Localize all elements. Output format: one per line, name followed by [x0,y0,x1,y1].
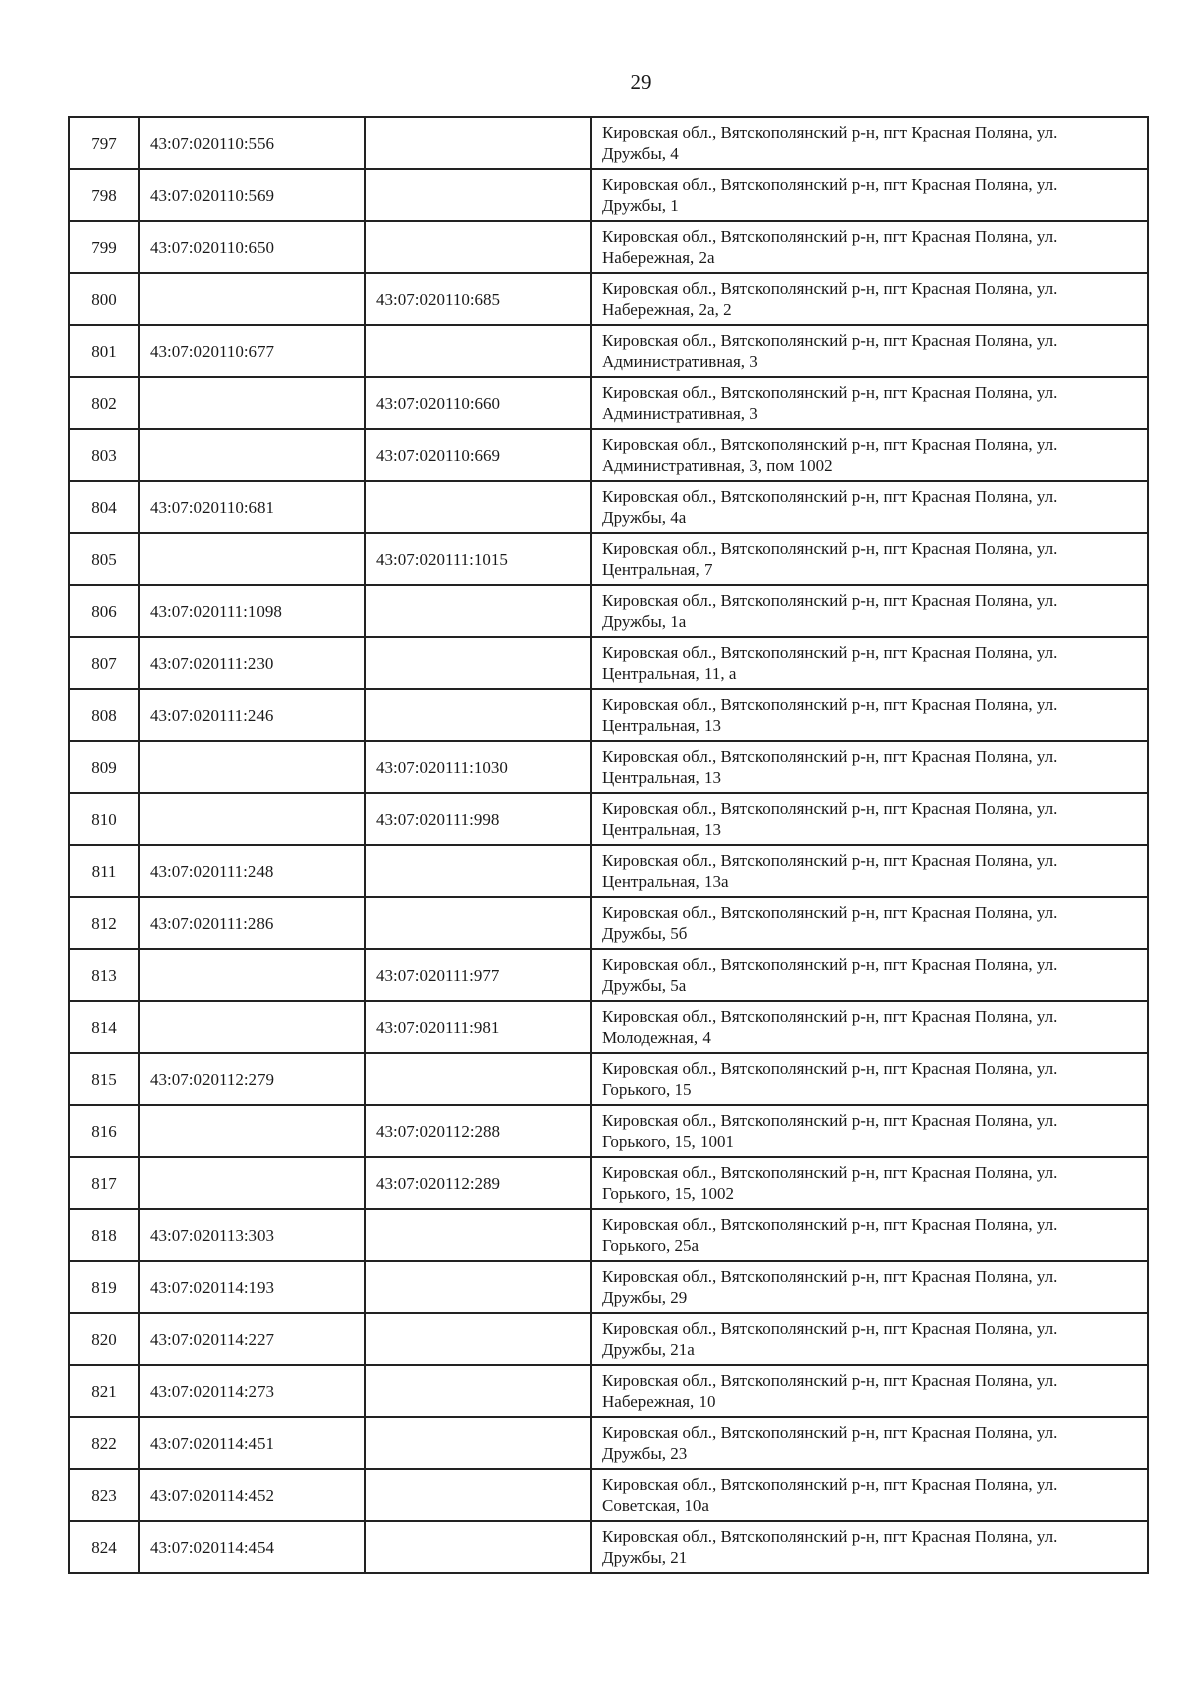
linked-cadastral-number-cell: 43:07:020112:289 [365,1157,591,1209]
address-line-2: Центральная, 13а [602,872,729,891]
table-row [69,1105,1148,1157]
cadastral-number-cell [139,377,365,429]
cadastral-number-cell: 43:07:020110:681 [139,481,365,533]
linked-cadastral-number-cell: 43:07:020111:977 [365,949,591,1001]
table-row [69,1001,1148,1053]
address-cell [591,897,1148,949]
row-number-cell: 807 [69,637,139,689]
linked-cadastral-number-cell [365,689,591,741]
row-number-cell: 822 [69,1417,139,1469]
address-line-1: Кировская обл., Вятскополянский р-н, пгт Красная Поляна, ул. [602,487,1058,506]
address-cell [591,1209,1148,1261]
address-line-1: Кировская обл., Вятскополянский р-н, пгт Красная Поляна, ул. [602,1423,1058,1442]
address-cell [591,845,1148,897]
table-row [69,1417,1148,1469]
row-number-cell: 800 [69,273,139,325]
address-line-2: Горького, 25а [602,1236,700,1255]
address-cell [591,1521,1148,1573]
table-row [69,1261,1148,1313]
address-line-2: Дружбы, 5а [602,976,687,995]
address-cell [591,585,1148,637]
address-line-1: Кировская обл., Вятскополянский р-н, пгт Красная Поляна, ул. [602,435,1058,454]
address-line-1: Кировская обл., Вятскополянский р-н, пгт Красная Поляна, ул. [602,1007,1058,1026]
address-line-1: Кировская обл., Вятскополянский р-н, пгт Красная Поляна, ул. [602,799,1058,818]
table-row [69,897,1148,949]
row-number-cell: 808 [69,689,139,741]
row-number-cell: 797 [69,117,139,169]
address-line-2: Молодежная, 4 [602,1028,711,1047]
registry-table-body [69,117,1148,1573]
address-line-1: Кировская обл., Вятскополянский р-н, пгт Красная Поляна, ул. [602,1111,1058,1130]
cadastral-number-cell [139,793,365,845]
linked-cadastral-number-cell [365,1521,591,1573]
table-row [69,1521,1148,1573]
table-row [69,1157,1148,1209]
linked-cadastral-number-cell: 43:07:020111:981 [365,1001,591,1053]
row-number-cell: 816 [69,1105,139,1157]
cadastral-number-cell: 43:07:020114:454 [139,1521,365,1573]
row-number-cell: 810 [69,793,139,845]
address-line-1: Кировская обл., Вятскополянский р-н, пгт Красная Поляна, ул. [602,1371,1058,1390]
row-number-cell: 813 [69,949,139,1001]
row-number-cell: 820 [69,1313,139,1365]
linked-cadastral-number-cell [365,325,591,377]
address-line-2: Центральная, 13 [602,820,721,839]
table-row [69,533,1148,585]
address-line-2: Центральная, 13 [602,768,721,787]
linked-cadastral-number-cell: 43:07:020110:669 [365,429,591,481]
cadastral-number-cell: 43:07:020114:273 [139,1365,365,1417]
address-cell [591,1105,1148,1157]
address-line-2: Центральная, 7 [602,560,713,579]
row-number-cell: 817 [69,1157,139,1209]
row-number-cell: 819 [69,1261,139,1313]
table-row [69,741,1148,793]
address-line-2: Горького, 15, 1002 [602,1184,735,1203]
cadastral-number-cell: 43:07:020110:556 [139,117,365,169]
address-line-1: Кировская обл., Вятскополянский р-н, пгт Красная Поляна, ул. [602,123,1058,142]
address-cell [591,1157,1148,1209]
row-number-cell: 818 [69,1209,139,1261]
registry-table [68,116,1149,1574]
linked-cadastral-number-cell: 43:07:020110:660 [365,377,591,429]
row-number-cell: 801 [69,325,139,377]
cadastral-number-cell: 43:07:020111:1098 [139,585,365,637]
address-line-2: Набережная, 10 [602,1392,716,1411]
address-cell [591,1469,1148,1521]
table-row [69,1469,1148,1521]
cadastral-number-cell: 43:07:020110:677 [139,325,365,377]
address-line-1: Кировская обл., Вятскополянский р-н, пгт Красная Поляна, ул. [602,591,1058,610]
linked-cadastral-number-cell [365,1365,591,1417]
linked-cadastral-number-cell [365,221,591,273]
address-line-2: Административная, 3 [602,352,758,371]
table-row [69,325,1148,377]
cadastral-number-cell [139,533,365,585]
address-cell [591,533,1148,585]
address-line-1: Кировская обл., Вятскополянский р-н, пгт Красная Поляна, ул. [602,955,1058,974]
address-line-1: Кировская обл., Вятскополянский р-н, пгт Красная Поляна, ул. [602,1215,1058,1234]
cadastral-number-cell: 43:07:020111:246 [139,689,365,741]
table-row [69,273,1148,325]
address-line-1: Кировская обл., Вятскополянский р-н, пгт Красная Поляна, ул. [602,1059,1058,1078]
address-cell [591,689,1148,741]
address-line-2: Административная, 3, пом 1002 [602,456,833,475]
table-row [69,377,1148,429]
address-cell [591,793,1148,845]
cadastral-number-cell [139,429,365,481]
address-cell [591,949,1148,1001]
address-line-2: Набережная, 2а, 2 [602,300,732,319]
table-row [69,949,1148,1001]
address-line-2: Советская, 10а [602,1496,709,1515]
cadastral-number-cell [139,1157,365,1209]
cadastral-number-cell: 43:07:020110:569 [139,169,365,221]
page-number: 29 [630,70,652,94]
cadastral-number-cell: 43:07:020111:286 [139,897,365,949]
address-line-1: Кировская обл., Вятскополянский р-н, пгт Красная Поляна, ул. [602,331,1058,350]
address-line-1: Кировская обл., Вятскополянский р-н, пгт Красная Поляна, ул. [602,175,1058,194]
row-number-cell: 798 [69,169,139,221]
address-cell [591,273,1148,325]
table-row [69,689,1148,741]
linked-cadastral-number-cell [365,637,591,689]
linked-cadastral-number-cell: 43:07:020111:1015 [365,533,591,585]
linked-cadastral-number-cell [365,897,591,949]
address-line-2: Горького, 15 [602,1080,692,1099]
row-number-cell: 804 [69,481,139,533]
cadastral-number-cell: 43:07:020110:650 [139,221,365,273]
row-number-cell: 812 [69,897,139,949]
address-line-1: Кировская обл., Вятскополянский р-н, пгт Красная Поляна, ул. [602,903,1058,922]
address-line-2: Центральная, 13 [602,716,721,735]
address-line-1: Кировская обл., Вятскополянский р-н, пгт Красная Поляна, ул. [602,539,1058,558]
linked-cadastral-number-cell [365,1209,591,1261]
linked-cadastral-number-cell [365,169,591,221]
address-line-2: Горького, 15, 1001 [602,1132,735,1151]
address-line-2: Центральная, 11, а [602,664,737,683]
linked-cadastral-number-cell [365,1313,591,1365]
address-line-2: Набережная, 2а [602,248,715,267]
address-line-1: Кировская обл., Вятскополянский р-н, пгт Красная Поляна, ул. [602,227,1058,246]
linked-cadastral-number-cell [365,481,591,533]
table-row [69,169,1148,221]
address-line-1: Кировская обл., Вятскополянский р-н, пгт Красная Поляна, ул. [602,1475,1058,1494]
table-row [69,1313,1148,1365]
linked-cadastral-number-cell: 43:07:020110:685 [365,273,591,325]
row-number-cell: 821 [69,1365,139,1417]
address-line-2: Дружбы, 4а [602,508,687,527]
address-cell [591,169,1148,221]
table-row [69,221,1148,273]
linked-cadastral-number-cell: 43:07:020111:1030 [365,741,591,793]
address-cell [591,221,1148,273]
table-row [69,585,1148,637]
cadastral-number-cell [139,949,365,1001]
row-number-cell: 815 [69,1053,139,1105]
address-line-2: Дружбы, 21а [602,1340,695,1359]
address-cell [591,741,1148,793]
linked-cadastral-number-cell [365,1469,591,1521]
address-cell [591,1313,1148,1365]
address-cell [591,481,1148,533]
row-number-cell: 809 [69,741,139,793]
cadastral-number-cell: 43:07:020114:452 [139,1469,365,1521]
row-number-cell: 803 [69,429,139,481]
address-line-1: Кировская обл., Вятскополянский р-н, пгт Красная Поляна, ул. [602,643,1058,662]
address-line-1: Кировская обл., Вятскополянский р-н, пгт Красная Поляна, ул. [602,279,1058,298]
address-cell [591,325,1148,377]
cadastral-number-cell [139,741,365,793]
address-line-1: Кировская обл., Вятскополянский р-н, пгт Красная Поляна, ул. [602,851,1058,870]
linked-cadastral-number-cell [365,117,591,169]
address-cell [591,1365,1148,1417]
address-line-2: Дружбы, 1 [602,196,679,215]
cadastral-number-cell: 43:07:020114:451 [139,1417,365,1469]
address-cell [591,117,1148,169]
cadastral-number-cell: 43:07:020111:248 [139,845,365,897]
address-line-1: Кировская обл., Вятскополянский р-н, пгт Красная Поляна, ул. [602,383,1058,402]
row-number-cell: 823 [69,1469,139,1521]
address-line-2: Административная, 3 [602,404,758,423]
table-row [69,1209,1148,1261]
table-row [69,117,1148,169]
row-number-cell: 814 [69,1001,139,1053]
address-cell [591,429,1148,481]
row-number-cell: 805 [69,533,139,585]
address-line-1: Кировская обл., Вятскополянский р-н, пгт Красная Поляна, ул. [602,1163,1058,1182]
table-row [69,1053,1148,1105]
cadastral-number-cell: 43:07:020112:279 [139,1053,365,1105]
cadastral-number-cell: 43:07:020113:303 [139,1209,365,1261]
cadastral-number-cell: 43:07:020114:193 [139,1261,365,1313]
table-row [69,481,1148,533]
address-line-1: Кировская обл., Вятскополянский р-н, пгт Красная Поляна, ул. [602,1319,1058,1338]
address-line-1: Кировская обл., Вятскополянский р-н, пгт Красная Поляна, ул. [602,1267,1058,1286]
cadastral-number-cell: 43:07:020111:230 [139,637,365,689]
cadastral-number-cell [139,1001,365,1053]
address-line-2: Дружбы, 4 [602,144,679,163]
address-line-2: Дружбы, 5б [602,924,688,943]
address-cell [591,1001,1148,1053]
address-cell [591,637,1148,689]
cadastral-number-cell: 43:07:020114:227 [139,1313,365,1365]
address-line-1: Кировская обл., Вятскополянский р-н, пгт Красная Поляна, ул. [602,747,1058,766]
linked-cadastral-number-cell [365,1417,591,1469]
linked-cadastral-number-cell: 43:07:020111:998 [365,793,591,845]
address-line-2: Дружбы, 23 [602,1444,688,1463]
linked-cadastral-number-cell [365,845,591,897]
linked-cadastral-number-cell [365,1261,591,1313]
address-cell [591,1261,1148,1313]
cadastral-number-cell [139,1105,365,1157]
table-row [69,793,1148,845]
address-line-2: Дружбы, 1а [602,612,687,631]
linked-cadastral-number-cell: 43:07:020112:288 [365,1105,591,1157]
address-cell [591,1417,1148,1469]
row-number-cell: 799 [69,221,139,273]
address-line-1: Кировская обл., Вятскополянский р-н, пгт Красная Поляна, ул. [602,1527,1058,1546]
address-line-1: Кировская обл., Вятскополянский р-н, пгт Красная Поляна, ул. [602,695,1058,714]
address-cell [591,377,1148,429]
row-number-cell: 806 [69,585,139,637]
linked-cadastral-number-cell [365,1053,591,1105]
row-number-cell: 802 [69,377,139,429]
row-number-cell: 824 [69,1521,139,1573]
table-row [69,429,1148,481]
table-row [69,845,1148,897]
cadastral-number-cell [139,273,365,325]
address-line-2: Дружбы, 29 [602,1288,688,1307]
address-line-2: Дружбы, 21 [602,1548,688,1567]
table-row [69,637,1148,689]
table-row [69,1365,1148,1417]
row-number-cell: 811 [69,845,139,897]
linked-cadastral-number-cell [365,585,591,637]
address-cell [591,1053,1148,1105]
